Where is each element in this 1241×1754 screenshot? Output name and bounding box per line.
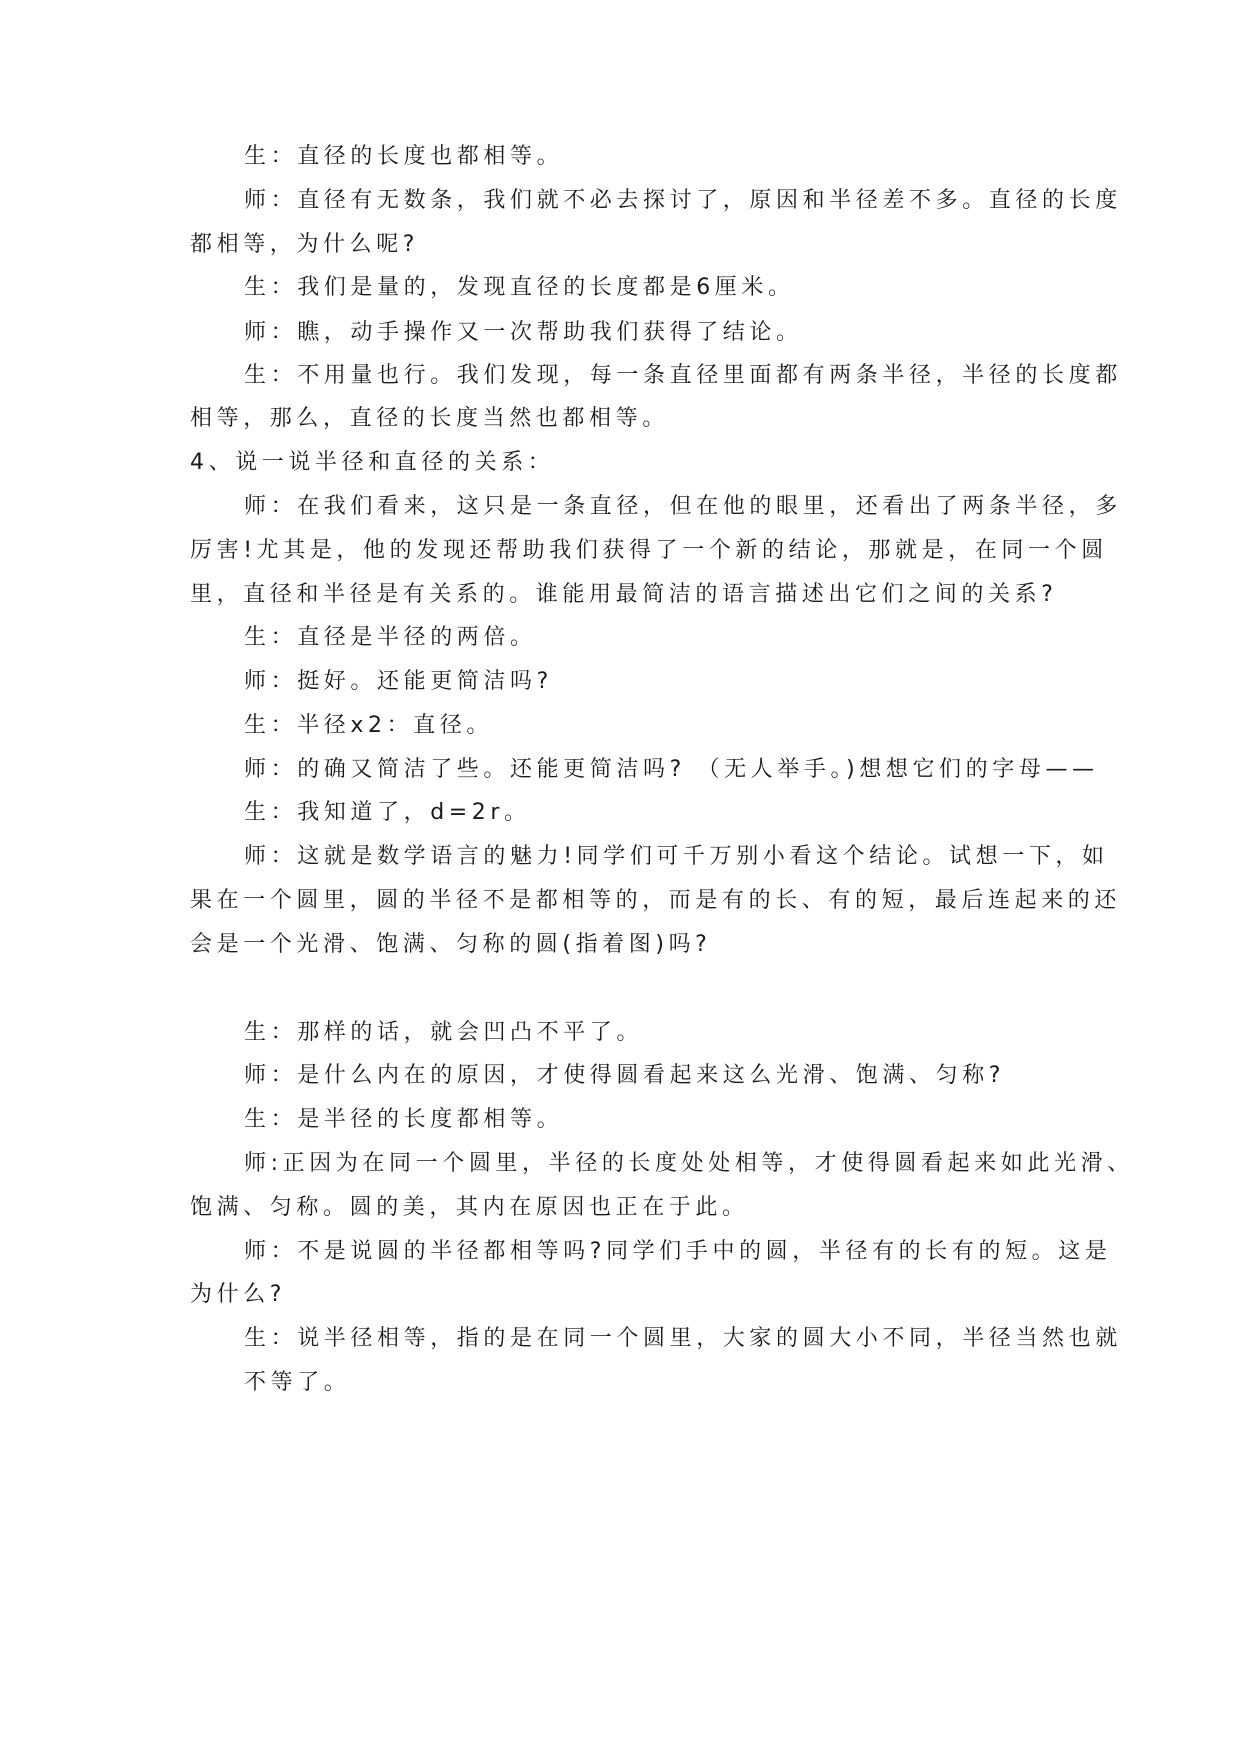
paragraph-line: 会是一个光滑、饱满、匀称的圆(指着图)吗?	[190, 932, 712, 957]
paragraph-line: 师：瞧，动手操作又一次帮助我们获得了结论。	[244, 320, 803, 345]
paragraph-line: 都相等，为什么呢?	[190, 232, 420, 257]
paragraph-line: 师：的确又简洁了些。还能更简洁吗? （无人举手。)想想它们的字母——	[244, 757, 1099, 782]
paragraph-line: 厉害!尤其是，他的发现还帮助我们获得了一个新的结论，那就是，在同一个圆	[190, 538, 1108, 563]
paragraph-line: 生：直径是半径的两倍。	[244, 625, 537, 650]
section-heading: 4、说一说半径和直径的关系：	[190, 450, 555, 475]
paragraph-line: 生：我们是量的，发现直径的长度都是6厘米。	[244, 275, 795, 300]
paragraph-line: 生：半径x2：直径。	[244, 713, 494, 738]
paragraph-line: 师：是什么内在的原因，才使得圆看起来这么光滑、饱满、匀称?	[244, 1063, 1006, 1088]
paragraph-line: 师：挺好。还能更简洁吗?	[244, 669, 553, 694]
paragraph-line: 生：是半径的长度都相等。	[244, 1107, 564, 1132]
paragraph-line: 果在一个圆里，圆的半径不是都相等的，而是有的长、有的短，最后连起来的还	[190, 888, 1122, 913]
paragraph-line: 生：直径的长度也都相等。	[244, 144, 564, 169]
paragraph-line: 师：这就是数学语言的魅力!同学们可千万别小看这个结论。试想一下，如	[244, 844, 1109, 869]
paragraph-line: 不等了。	[244, 1370, 351, 1395]
paragraph-line: 饱满、匀称。圆的美，其内在原因也正在于此。	[190, 1195, 749, 1220]
paragraph-line: 相等，那么，直径的长度当然也都相等。	[190, 406, 669, 431]
paragraph-line: 师：不是说圆的半径都相等吗?同学们手中的圆，半径有的长有的短。这是	[244, 1239, 1112, 1264]
paragraph-line: 生：不用量也行。我们发现，每一条直径里面都有两条半径，半径的长度都	[244, 363, 1122, 388]
paragraph-line: 里，直径和半径是有关系的。谁能用最简洁的语言描述出它们之间的关系?	[190, 582, 1058, 607]
paragraph-line: 师：在我们看来，这只是一条直径，但在他的眼里，还看出了两条半径，多	[244, 494, 1122, 519]
paragraph-line: 生：那样的话，就会凹凸不平了。	[244, 1020, 644, 1045]
paragraph-line: 生：说半径相等，指的是在同一个圆里，大家的圆大小不同，半径当然也就	[244, 1326, 1122, 1351]
paragraph-line: 生：我知道了，d=2r。	[244, 800, 531, 825]
paragraph-line: 师：直径有无数条，我们就不必去探讨了，原因和半径差不多。直径的长度	[244, 188, 1122, 213]
paragraph-line: 师:正因为在同一个圆里，半径的长度处处相等，才使得圆看起来如此光滑、	[244, 1151, 1134, 1176]
paragraph-line: 为什么?	[190, 1282, 287, 1307]
